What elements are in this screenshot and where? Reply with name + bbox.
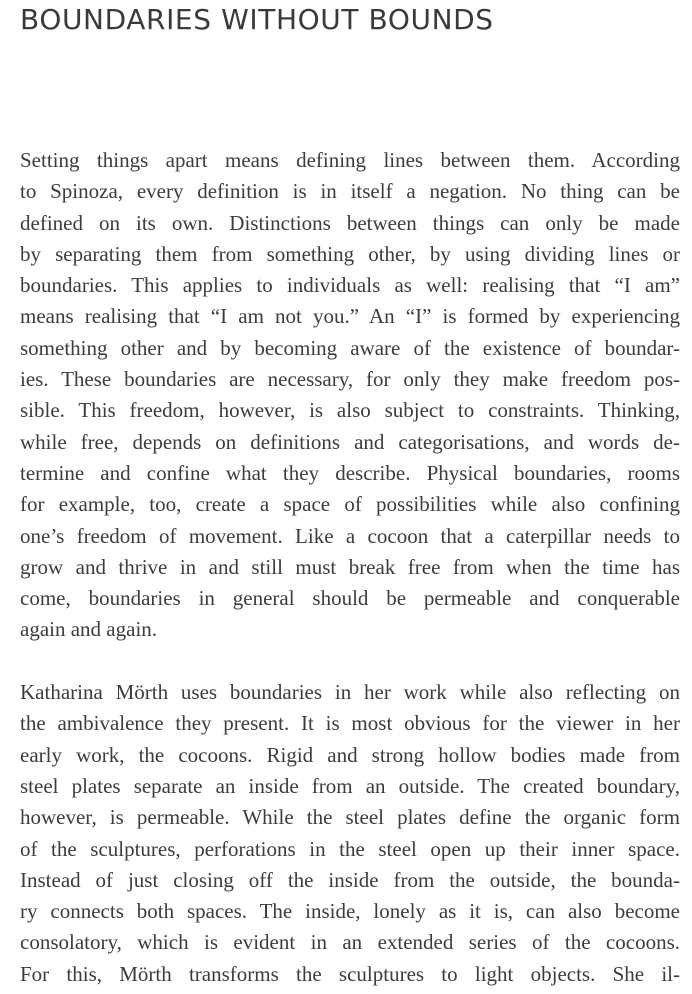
text-line: For this, Mörth transforms the sculptures to light objects. She il- — [20, 961, 680, 986]
text-line: one’s freedom of movement. Like a cocoon that a caterpillar needs to — [20, 523, 680, 548]
text-line: something other and by becoming aware of the existence of boundar- — [20, 335, 680, 360]
text-line: boundaries. This applies to individuals as well: realising that “I am” — [20, 273, 680, 298]
text-line: means realising that “I am not you.” An “I” is formed by experiencing — [20, 304, 680, 329]
text-line: sible. This freedom, however, is also subject to constraints. Thinking, — [20, 398, 680, 423]
text-line: while free, depends on definitions and categorisations, and words de- — [20, 429, 680, 454]
text-line: the ambivalence they present. It is most obvious for the viewer in her — [20, 711, 680, 736]
paragraph-gap — [20, 646, 680, 677]
text-line: by separating them from something other, by using dividing lines or — [20, 241, 680, 266]
text-line: Instead of just closing off the inside from the outside, the bounda- — [20, 867, 680, 892]
text-line: grow and thrive in and still must break free from when the time has — [20, 554, 680, 579]
text-line: however, is permeable. While the steel plates define the organic form — [20, 805, 680, 830]
text-line: consolatory, which is evident in an extended series of the cocoons. — [20, 930, 680, 955]
page-title: BOUNDARIES WITHOUT BOUNDS — [20, 3, 494, 36]
paragraph-2 — [20, 677, 680, 990]
text-line: termine and confine what they describe. Physical boundaries, rooms — [20, 460, 680, 485]
text-line: to Spinoza, every definition is in itself a negation. No thing can be — [20, 179, 680, 204]
text-line: of the sculptures, perforations in the steel open up their inner space. — [20, 836, 680, 861]
text-line: ry connects both spaces. The inside, lonely as it is, can also become — [20, 899, 680, 924]
text-line: defined on its own. Distinctions between things can only be made — [20, 210, 680, 235]
text-line: for example, too, create a space of possibilities while also confining — [20, 492, 680, 517]
text-line: come, boundaries in general should be permeable and conquerable — [20, 586, 680, 611]
text-line: again and again. — [20, 617, 158, 642]
text-line: ies. These boundaries are necessary, for only they make freedom pos- — [20, 367, 680, 392]
text-line: Setting things apart means defining lines between them. According — [20, 148, 680, 172]
text-line: Katharina Mörth uses boundaries in her work while also reflecting on — [20, 680, 680, 705]
body-text — [20, 145, 680, 990]
text-line: early work, the cocoons. Rigid and strong hollow bodies made from — [20, 742, 680, 767]
text-line: steel plates separate an inside from an outside. The created boundary, — [20, 773, 680, 798]
paragraph-1 — [20, 145, 680, 646]
